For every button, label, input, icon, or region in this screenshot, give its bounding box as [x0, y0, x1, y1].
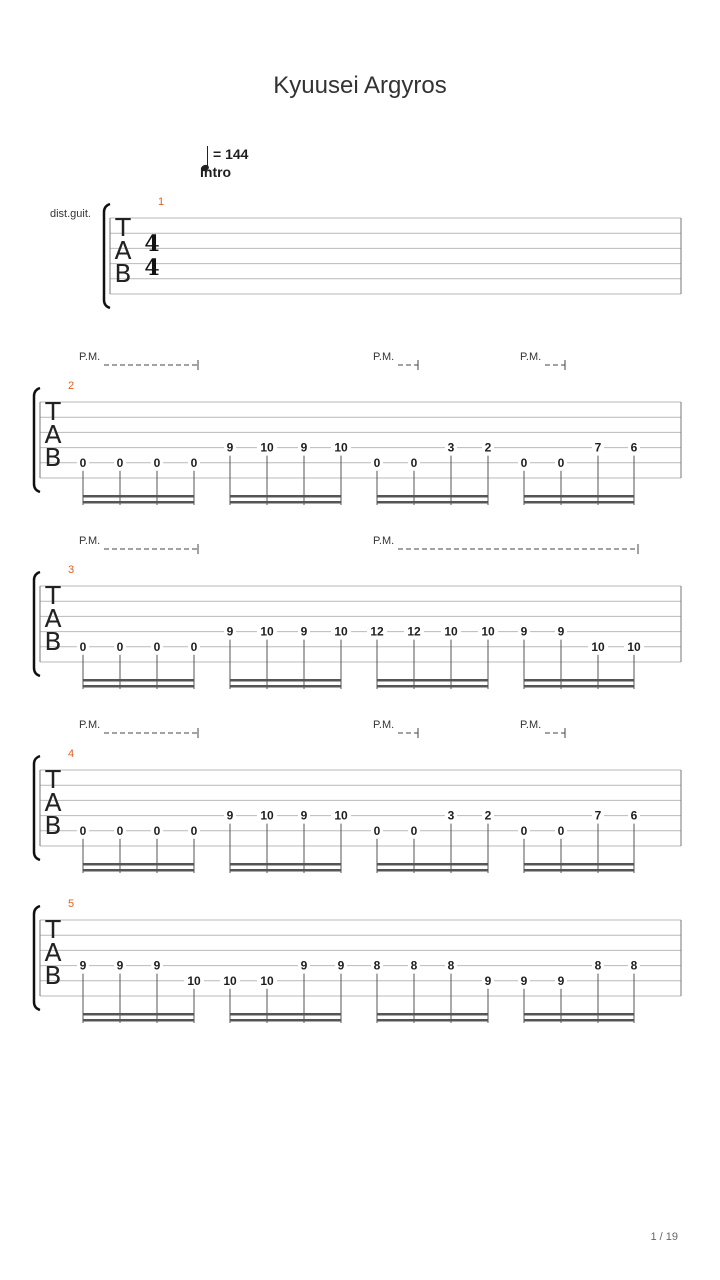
instrument-name: dist.guit.: [50, 208, 91, 220]
fret-number: 9: [300, 808, 308, 823]
tab-clef-letter: T: [115, 213, 131, 242]
system-bracket: [34, 756, 40, 860]
beam-primary: [83, 495, 194, 498]
fret-number: 8: [447, 958, 455, 973]
fret-number: 0: [373, 823, 381, 838]
fret-number: 9: [300, 440, 308, 455]
fret-number: 0: [410, 455, 418, 470]
fret-number: 0: [116, 455, 124, 470]
fret-number: 8: [594, 958, 602, 973]
beam-primary: [83, 863, 194, 866]
beam-secondary: [83, 501, 194, 504]
palm-mute-label: P.M.: [520, 719, 542, 731]
fret-number: 0: [190, 455, 198, 470]
measure-number: 1: [158, 196, 165, 208]
measure-number: 5: [68, 898, 75, 910]
fret-number: 9: [520, 973, 528, 988]
fret-number: 10: [260, 808, 274, 823]
fret-number: 10: [334, 808, 348, 823]
song-title: Kyuusei Argyros: [273, 72, 447, 99]
fret-number: 10: [260, 973, 274, 988]
fret-number: 7: [594, 440, 602, 455]
beam-primary: [377, 679, 488, 682]
palm-mute-label: P.M.: [373, 719, 395, 731]
fret-number: 10: [444, 624, 458, 639]
fret-number: 10: [591, 639, 605, 654]
fret-number: 0: [116, 639, 124, 654]
system-bracket: [34, 388, 40, 492]
fret-number: 2: [484, 440, 492, 455]
fret-number: 3: [447, 808, 455, 823]
staff-system-2: [34, 351, 681, 505]
system-bracket: [34, 572, 40, 676]
beam-primary: [524, 863, 634, 866]
beam-secondary: [230, 685, 341, 688]
fret-number: 0: [520, 455, 528, 470]
fret-number: 8: [373, 958, 381, 973]
fret-number: 6: [630, 440, 638, 455]
fret-number: 10: [260, 624, 274, 639]
fret-number: 10: [187, 973, 201, 988]
fret-number: 3: [447, 440, 455, 455]
staff-system-5: [34, 898, 681, 1023]
beam-primary: [524, 679, 634, 682]
measure-number: 3: [68, 564, 75, 576]
beam-primary: [524, 495, 634, 498]
beam-secondary: [377, 869, 488, 872]
fret-number: 9: [337, 958, 345, 973]
system-bracket: [34, 906, 40, 1010]
palm-mute-label: P.M.: [520, 351, 542, 363]
fret-number: 0: [190, 639, 198, 654]
fret-number: 10: [334, 624, 348, 639]
time-signature-top: 4: [144, 231, 160, 257]
palm-mute-label: P.M.: [79, 719, 101, 731]
beam-primary: [230, 679, 341, 682]
fret-number: 0: [373, 455, 381, 470]
beam-secondary: [524, 501, 634, 504]
tab-clef-letter: T: [45, 397, 61, 426]
palm-mute-label: P.M.: [373, 351, 395, 363]
tab-clef-letter: B: [44, 443, 62, 472]
tab-clef-letter: A: [44, 788, 62, 817]
fret-number: 0: [153, 639, 161, 654]
fret-number: 10: [627, 639, 641, 654]
tab-clef-letter: B: [44, 627, 62, 656]
beam-secondary: [377, 685, 488, 688]
fret-number: 10: [223, 973, 237, 988]
fret-number: 9: [226, 624, 234, 639]
fret-number: 9: [300, 624, 308, 639]
fret-number: 0: [190, 823, 198, 838]
fret-number: 7: [594, 808, 602, 823]
beam-secondary: [377, 1019, 488, 1022]
fret-number: 9: [300, 958, 308, 973]
fret-number: 10: [334, 440, 348, 455]
measure-number: 2: [68, 380, 75, 392]
beam-secondary: [83, 869, 194, 872]
fret-number: 8: [630, 958, 638, 973]
beam-primary: [377, 863, 488, 866]
beam-secondary: [230, 869, 341, 872]
measure-number: 4: [68, 748, 75, 760]
beam-secondary: [524, 869, 634, 872]
fret-number: 9: [226, 808, 234, 823]
fret-number: 9: [557, 973, 565, 988]
section-label: Intro: [200, 164, 232, 180]
fret-number: 0: [79, 823, 87, 838]
staff-system-3: [34, 535, 681, 689]
beam-primary: [230, 863, 341, 866]
staff-system-1: [104, 196, 681, 308]
system-bracket: [104, 204, 110, 308]
palm-mute-label: P.M.: [373, 535, 395, 547]
fret-number: 10: [481, 624, 495, 639]
beam-secondary: [524, 1019, 634, 1022]
tempo-value: = 144: [213, 146, 249, 162]
beam-secondary: [524, 685, 634, 688]
beam-primary: [230, 495, 341, 498]
fret-number: 0: [410, 823, 418, 838]
tab-clef-letter: A: [44, 604, 62, 633]
fret-number: 9: [484, 973, 492, 988]
fret-number: 9: [153, 958, 161, 973]
tab-clef-letter: T: [45, 581, 61, 610]
tab-clef-letter: B: [44, 811, 62, 840]
fret-number: 9: [79, 958, 87, 973]
beam-primary: [83, 1013, 194, 1016]
beam-secondary: [83, 685, 194, 688]
beam-secondary: [230, 501, 341, 504]
fret-number: 12: [370, 624, 384, 639]
fret-number: 9: [226, 440, 234, 455]
fret-number: 9: [557, 624, 565, 639]
fret-number: 10: [260, 440, 274, 455]
beam-secondary: [83, 1019, 194, 1022]
tab-clef-letter: T: [45, 915, 61, 944]
fret-number: 0: [153, 455, 161, 470]
fret-number: 12: [407, 624, 421, 639]
page-number: 1 / 19: [650, 1231, 678, 1243]
tab-clef-letter: B: [44, 961, 62, 990]
palm-mute-label: P.M.: [79, 351, 101, 363]
fret-number: 8: [410, 958, 418, 973]
beam-primary: [230, 1013, 341, 1016]
beam-primary: [377, 495, 488, 498]
tab-clef-letter: B: [114, 259, 132, 288]
beam-primary: [377, 1013, 488, 1016]
fret-number: 0: [557, 823, 565, 838]
beam-primary: [83, 679, 194, 682]
fret-number: 0: [79, 639, 87, 654]
beam-secondary: [377, 501, 488, 504]
fret-number: 2: [484, 808, 492, 823]
fret-number: 0: [557, 455, 565, 470]
tab-clef-letter: A: [44, 938, 62, 967]
beam-primary: [524, 1013, 634, 1016]
fret-number: 9: [520, 624, 528, 639]
palm-mute-label: P.M.: [79, 535, 101, 547]
tab-clef-letter: A: [44, 420, 62, 449]
fret-number: 9: [116, 958, 124, 973]
fret-number: 6: [630, 808, 638, 823]
beam-secondary: [230, 1019, 341, 1022]
fret-number: 0: [520, 823, 528, 838]
tab-clef-letter: T: [45, 765, 61, 794]
fret-number: 0: [116, 823, 124, 838]
fret-number: 0: [79, 455, 87, 470]
time-signature-bottom: 4: [144, 255, 160, 281]
fret-number: 0: [153, 823, 161, 838]
staff-system-4: [34, 719, 681, 873]
tab-clef-letter: A: [114, 236, 132, 265]
